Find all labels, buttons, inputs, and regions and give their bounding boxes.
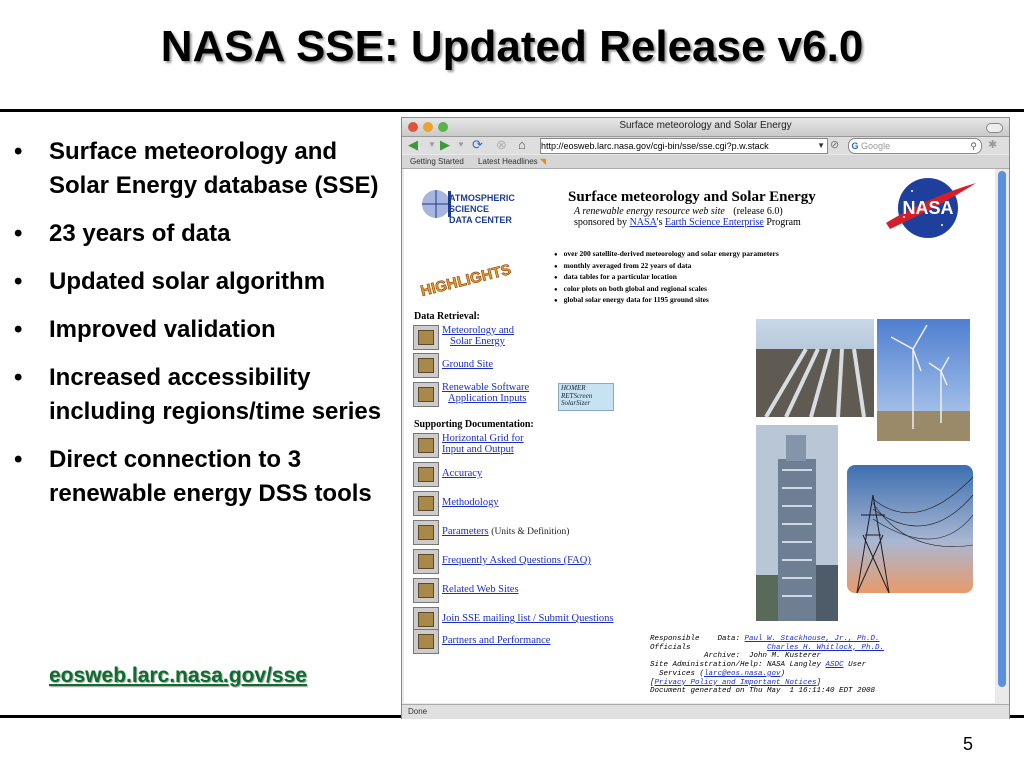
meteorology-link[interactable]: Meteorology and Solar Energy <box>442 325 515 347</box>
parameters-link[interactable]: Parameters <box>442 526 489 537</box>
parameters-row <box>442 526 569 538</box>
earth-science-link[interactable]: Earth Science Enterprise <box>665 217 764 228</box>
web-page <box>404 169 995 703</box>
url-dropdown-icon[interactable]: ▼ <box>817 141 825 150</box>
sponsor-line: sponsored by NASA's Earth Science Enterprise Program <box>574 217 801 228</box>
document-icon[interactable] <box>413 491 439 516</box>
bullet-item: • Surface meteorology and Solar Energy database (SSE) <box>14 138 379 199</box>
document-icon[interactable] <box>413 462 439 487</box>
bullet-text: Improved validation <box>49 316 276 343</box>
stop-icon[interactable]: ⊗ <box>496 137 507 152</box>
privacy-link[interactable]: Privacy Policy and Important Notices <box>654 678 817 687</box>
home-icon[interactable]: ⌂ <box>518 137 526 152</box>
related-sites-link[interactable]: Related Web Sites <box>442 584 519 595</box>
title-divider <box>0 109 1024 112</box>
highlights-label: HIGHLIGHTS <box>418 261 513 300</box>
mailing-list-link[interactable]: Join SSE mailing list / Submit Questions <box>442 613 614 624</box>
dss-tools-badge[interactable]: HOMER RETScreen SolarSizer <box>558 383 614 411</box>
status-text: Done <box>408 707 428 716</box>
browser-titlebar <box>402 118 1009 137</box>
document-icon[interactable] <box>413 433 439 458</box>
feature-list <box>554 249 779 307</box>
bookmarks-bar <box>402 155 1009 169</box>
power-lines-photo <box>847 465 973 593</box>
forward-dropdown-icon[interactable]: ▼ <box>457 140 465 149</box>
site-title: Surface meteorology and Solar Energy <box>568 189 816 205</box>
google-icon: G <box>851 141 859 151</box>
feature-item: ● over 200 satellite-derived meteorology and solar energy parameters <box>554 249 779 261</box>
rss-icon: ◥ <box>539 157 547 166</box>
search-icon[interactable]: ⚲ <box>970 141 977 151</box>
slide-number: 5 <box>963 734 974 754</box>
email-link[interactable]: larc@eos.nasa.gov <box>704 669 781 678</box>
url-text: http://eosweb.larc.nasa.gov/cgi-bin/sse/sse.cgi?p.w.stack <box>541 141 769 151</box>
renewable-software-link[interactable]: Renewable Software Application Inputs <box>442 382 530 404</box>
scroll-thumb[interactable] <box>998 171 1006 687</box>
bullet-item: • 23 years of data <box>14 220 231 247</box>
partners-link[interactable]: Partners and Performance <box>442 635 551 646</box>
document-icon[interactable] <box>413 520 439 545</box>
reload-icon[interactable]: ⟳ <box>472 137 483 152</box>
go-icon[interactable]: ⊘ <box>830 139 840 151</box>
feature-item: ● color plots on both global and regional scales <box>554 284 779 296</box>
browser-window <box>401 117 1010 719</box>
search-field[interactable] <box>848 138 982 154</box>
toolbar-toggle-button[interactable] <box>986 123 1003 133</box>
asdc-name: ATMOSPHERIC SCIENCE DATA CENTER <box>449 193 515 225</box>
feature-item: ● global solar energy data for 1195 ground sites <box>554 295 779 307</box>
nasa-logo-text: NASA <box>902 198 954 218</box>
bookmark-latest-headlines[interactable]: Latest Headlines <box>478 157 538 166</box>
bookmark-getting-started[interactable]: Getting Started <box>410 157 464 166</box>
bullet-text: Updated solar algorithm <box>49 268 326 295</box>
bullet-text: Direct connection to 3 renewable energy DSS tools <box>49 446 372 507</box>
bullet-item: • Direct connection to 3 renewable energy DSS tools <box>14 446 372 507</box>
nasa-link[interactable]: NASA <box>629 217 657 228</box>
status-bar <box>402 704 1009 719</box>
bullet-text: 23 years of data <box>49 220 231 247</box>
supporting-docs-heading: Supporting Documentation: <box>414 419 534 430</box>
feature-item: ● data tables for a particular location <box>554 272 779 284</box>
bullet-item: • Improved validation <box>14 316 276 343</box>
parameters-note: (Units & Definition) <box>491 527 570 537</box>
window-title: Surface meteorology and Solar Energy <box>619 120 792 131</box>
highlights-graphic <box>414 253 513 300</box>
horizontal-grid-link[interactable]: Horizontal Grid for Input and Output <box>442 433 524 455</box>
document-icon[interactable] <box>413 549 439 574</box>
back-dropdown-icon[interactable]: ▼ <box>428 140 436 149</box>
document-icon[interactable] <box>413 325 439 350</box>
address-bar[interactable] <box>540 138 828 154</box>
skyscraper-photo <box>756 425 838 621</box>
page-scrollbar[interactable] <box>996 169 1008 703</box>
asdc-link[interactable]: ASDC <box>825 661 844 670</box>
methodology-link[interactable]: Methodology <box>442 497 499 508</box>
bullet-text: Increased accessibility including regions/time series <box>49 364 382 425</box>
nasa-logo[interactable] <box>882 177 978 239</box>
stackhouse-link[interactable]: Paul W. Stackhouse, Jr., Ph.D. <box>744 635 880 643</box>
forward-arrow-icon[interactable]: ▶ <box>440 137 450 152</box>
browser-toolbar <box>402 137 1009 154</box>
site-subtitle: A renewable energy resource web site (release 6.0) <box>574 206 783 217</box>
spinner-icon: ✱ <box>988 139 998 151</box>
document-icon[interactable] <box>413 353 439 378</box>
feature-item: ● monthly averaged from 22 years of data <box>554 261 779 273</box>
back-arrow-icon[interactable]: ◀ <box>408 137 418 152</box>
data-retrieval-heading: Data Retrieval: <box>414 311 480 322</box>
search-placeholder: Google <box>861 141 891 151</box>
sse-url-link[interactable]: eosweb.larc.nasa.gov/sse <box>49 664 307 687</box>
wind-turbines-photo <box>877 319 970 441</box>
solar-trough-photo <box>756 319 874 417</box>
bullet-item: • Updated solar algorithm <box>14 268 326 295</box>
accuracy-link[interactable]: Accuracy <box>442 468 483 479</box>
document-icon[interactable] <box>413 629 439 654</box>
credits-block: Responsible Data: Paul W. Stackhouse, Jr., Ph.D. Officials Charles H. Whitlock, Ph.D. Archive: John M. Kusterer Site Administration/Help: NASA Langley ASDC User Services (larc@eos.nasa.gov) [Privacy Policy and Important Notices] Document generated on Thu May 1 16:11:40 EDT 2008 <box>650 635 885 696</box>
slide-title: NASA SSE: Updated Release v6.0 <box>160 22 864 71</box>
faq-link[interactable]: Frequently Asked Questions (FAQ) <box>442 555 591 566</box>
bullet-text: Surface meteorology and Solar Energy database (SSE) <box>49 138 379 199</box>
bullet-list <box>12 135 392 525</box>
ground-site-link[interactable]: Ground Site <box>442 359 494 370</box>
whitlock-link[interactable]: Charles H. Whitlock, Ph.D. <box>767 643 885 652</box>
bullet-item: • Increased accessibility including regions/time series <box>14 364 382 425</box>
document-icon[interactable] <box>413 578 439 603</box>
document-icon[interactable] <box>413 382 439 407</box>
